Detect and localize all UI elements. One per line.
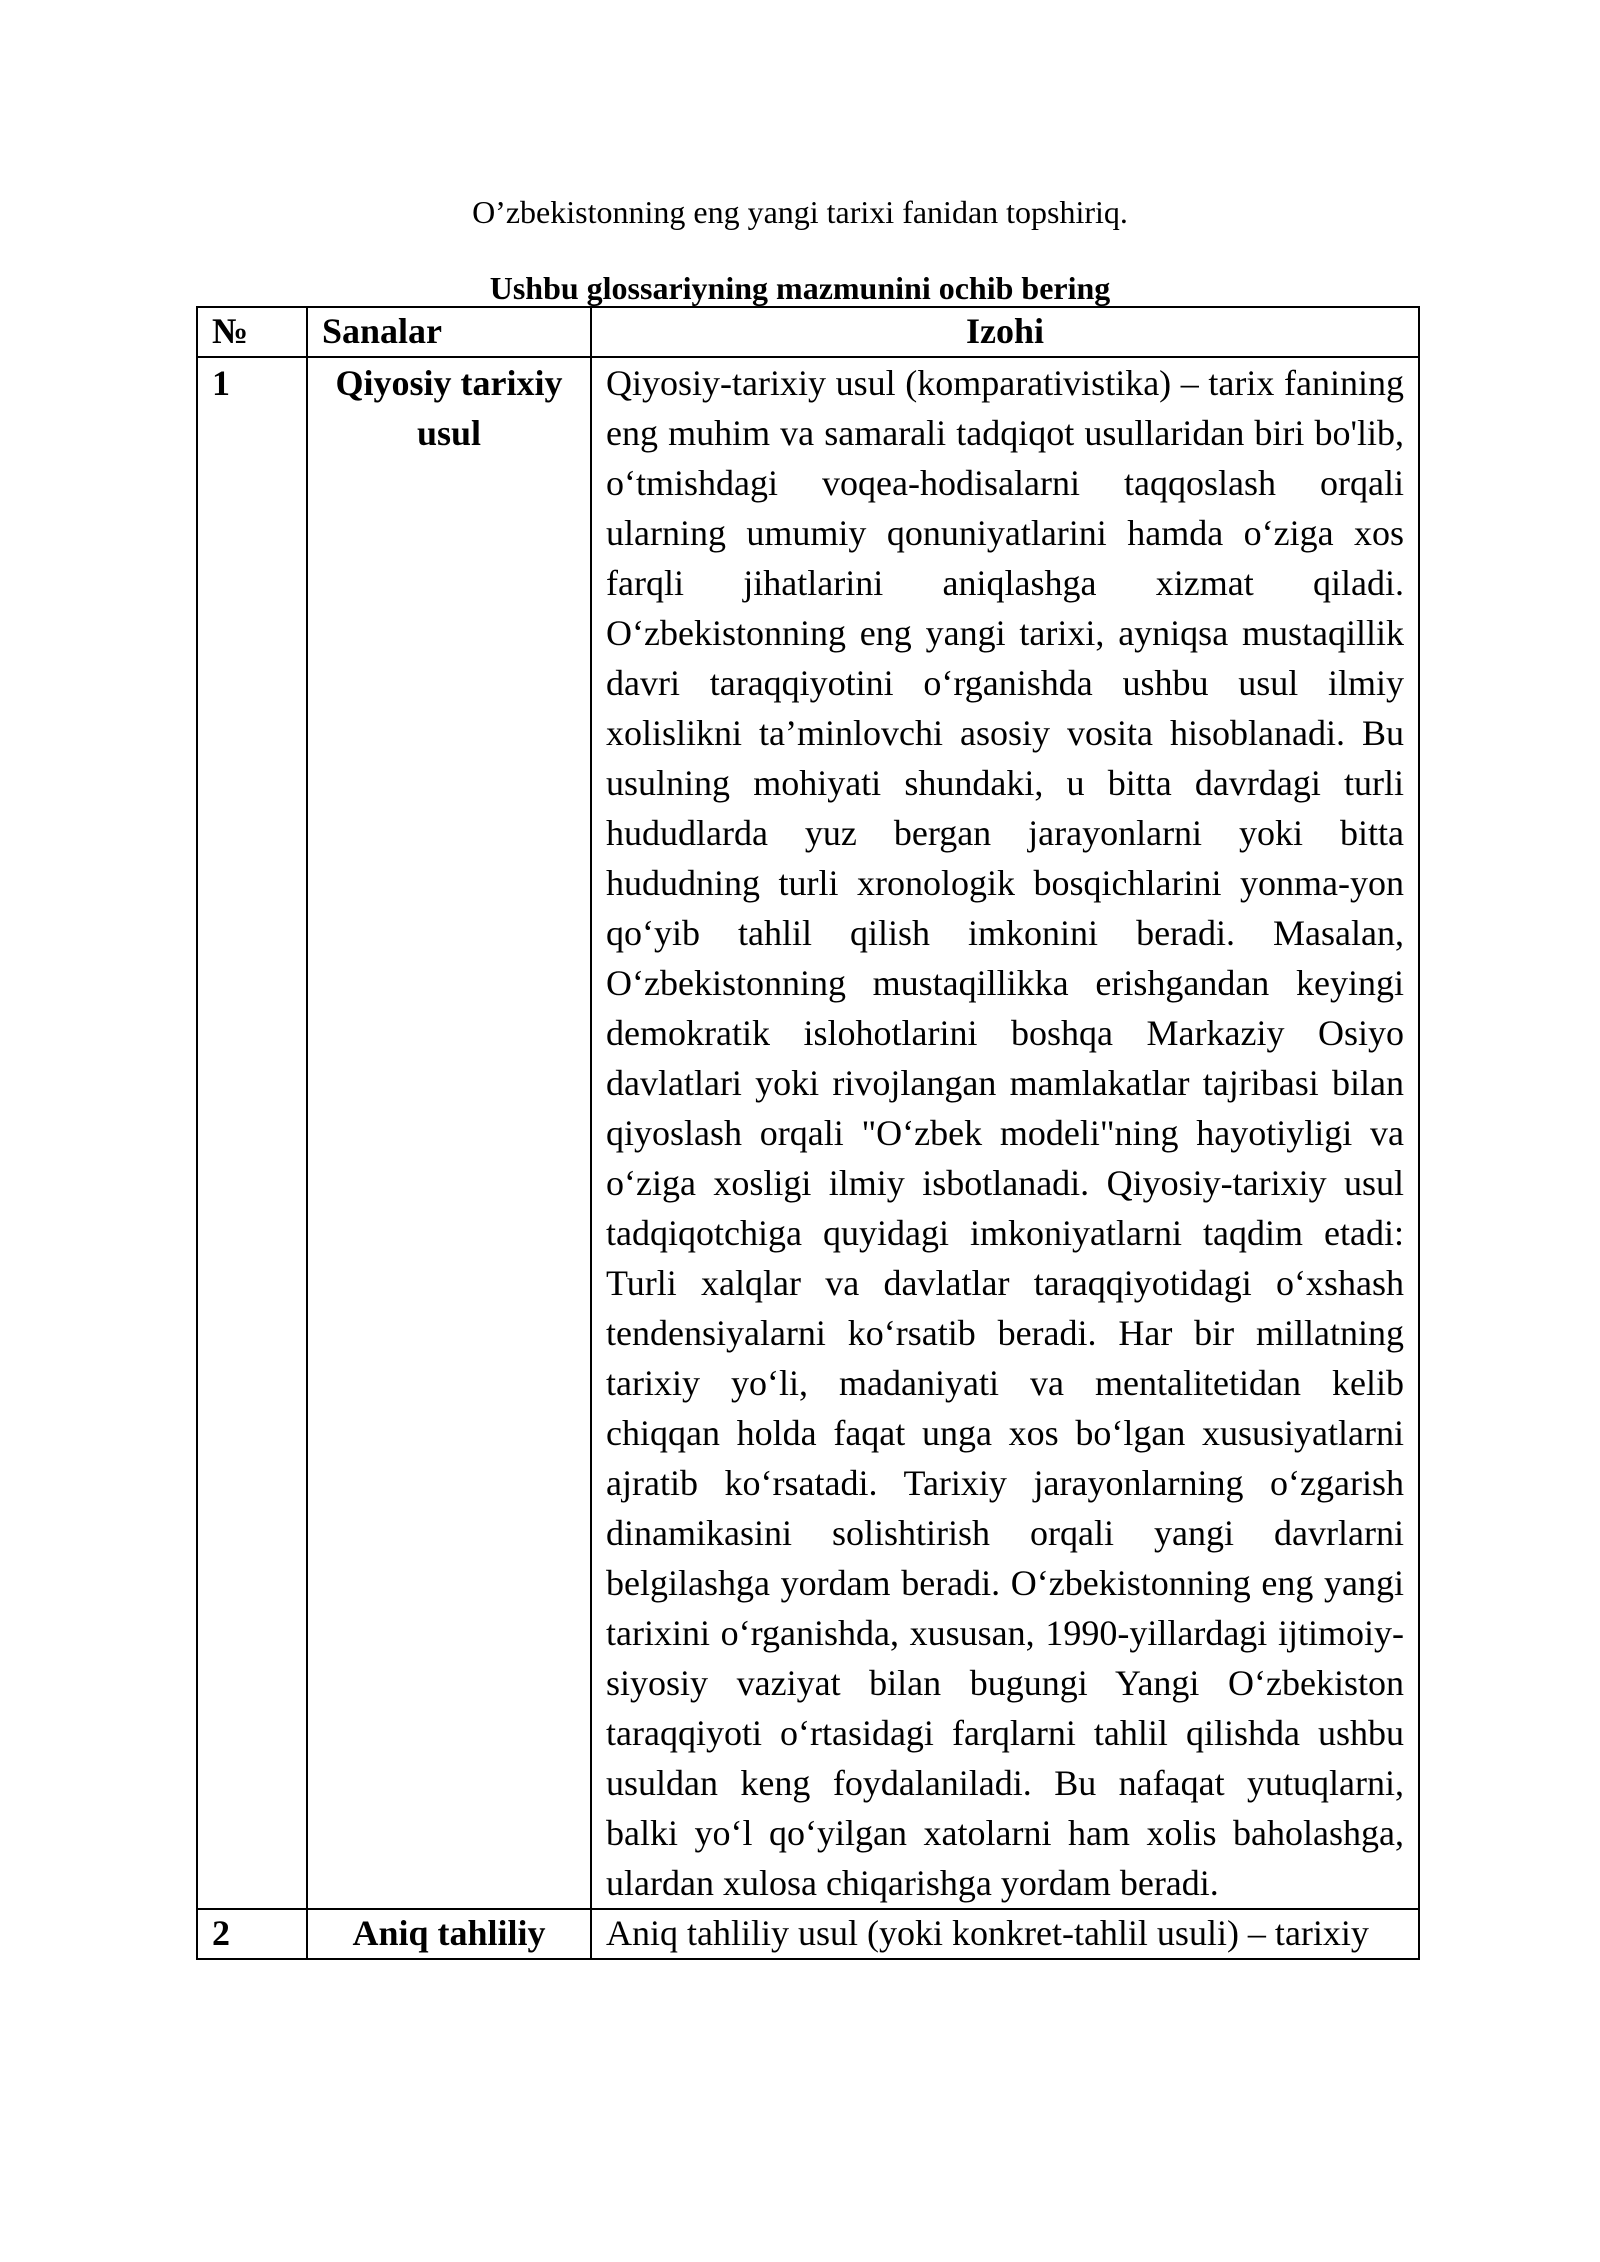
- row-term: Qiyosiy tarixiy usul: [307, 357, 591, 1909]
- table-row: [197, 357, 1419, 1909]
- page-heading: O’zbekistonning eng yangi tarixi fanidan topshiriq.: [472, 194, 1128, 230]
- table-row: [197, 1909, 1419, 1959]
- table-header-row: [197, 307, 1419, 357]
- table-caption: Ushbu glossariyning mazmunini ochib bering: [489, 270, 1111, 306]
- column-header-number: №: [197, 307, 307, 357]
- row-description: Aniq tahliliy usul (yoki konkret-tahlil usuli) – tarixiy: [591, 1909, 1419, 1959]
- column-header-term: Sanalar: [307, 307, 591, 357]
- row-description: Qiyosiy-tarixiy usul (komparativistika) – tarix fanining eng muhim va samarali tadqiqot usullaridan biri bo'lib, o‘tmishdagi voqea-hodisalarni taqqoslash orqali ularning umumiy qonuniyatlarini hamda o‘ziga xos farqli jihatlarini aniqlashga xizmat qiladi. O‘zbekistonning eng yangi tarixi, ayniqsa mustaqillik davri taraqqiyotini o‘rganishda ushbu usul ilmiy xolislikni ta’minlovchi asosiy vosita hisoblanadi. Bu usulning mohiyati shundaki, u bitta davrdagi turli hududlarda yuz bergan jarayonlarni yoki bitta hududning turli xronologik bosqichlarini yonma-yon qo‘yib tahlil qilish imkonini beradi. Masalan, O‘zbekistonning mustaqillikka erishgandan keyingi demokratik islohotlarini boshqa Markaziy Osiyo davlatlari yoki rivojlangan mamlakatlar tajribasi bilan qiyoslash orqali "O‘zbek modeli"ning hayotiyligi va o‘ziga xosligi ilmiy isbotlanadi. Qiyosiy-tarixiy usul tadqiqotchiga quyidagi imkoniyatlarni taqdim etadi: Turli xalqlar va davlatlar taraqqiyotidagi o‘xshash tendensiyalarni ko‘rsatib beradi. Har bir millatning tarixiy yo‘li, madaniyati va mentalitetidan kelib chiqqan holda faqat unga xos bo‘lgan xususiyatlarni ajratib ko‘rsatadi. Tarixiy jarayonlarning o‘zgarish dinamikasini solishtirish orqali yangi davrlarni belgilashga yordam beradi. O‘zbekistonning eng yangi tarixini o‘rganishda, xususan, 1990-yillardagi ijtimoiy-siyosiy vaziyat bilan bugungi Yangi O‘zbekiston taraqqiyoti o‘rtasidagi farqlarni tahlil qilishda ushbu usuldan keng foydalaniladi. Bu nafaqat yutuqlarni, balki yo‘l qo‘yilgan xatolarni ham xolis baholashga, ulardan xulosa chiqarishga yordam beradi.: [591, 357, 1419, 1909]
- row-number: 2: [197, 1909, 307, 1959]
- glossary-table: [196, 306, 1420, 1960]
- column-header-description: Izohi: [591, 307, 1419, 357]
- row-number: 1: [197, 357, 307, 1909]
- row-term: Aniq tahliliy: [307, 1909, 591, 1959]
